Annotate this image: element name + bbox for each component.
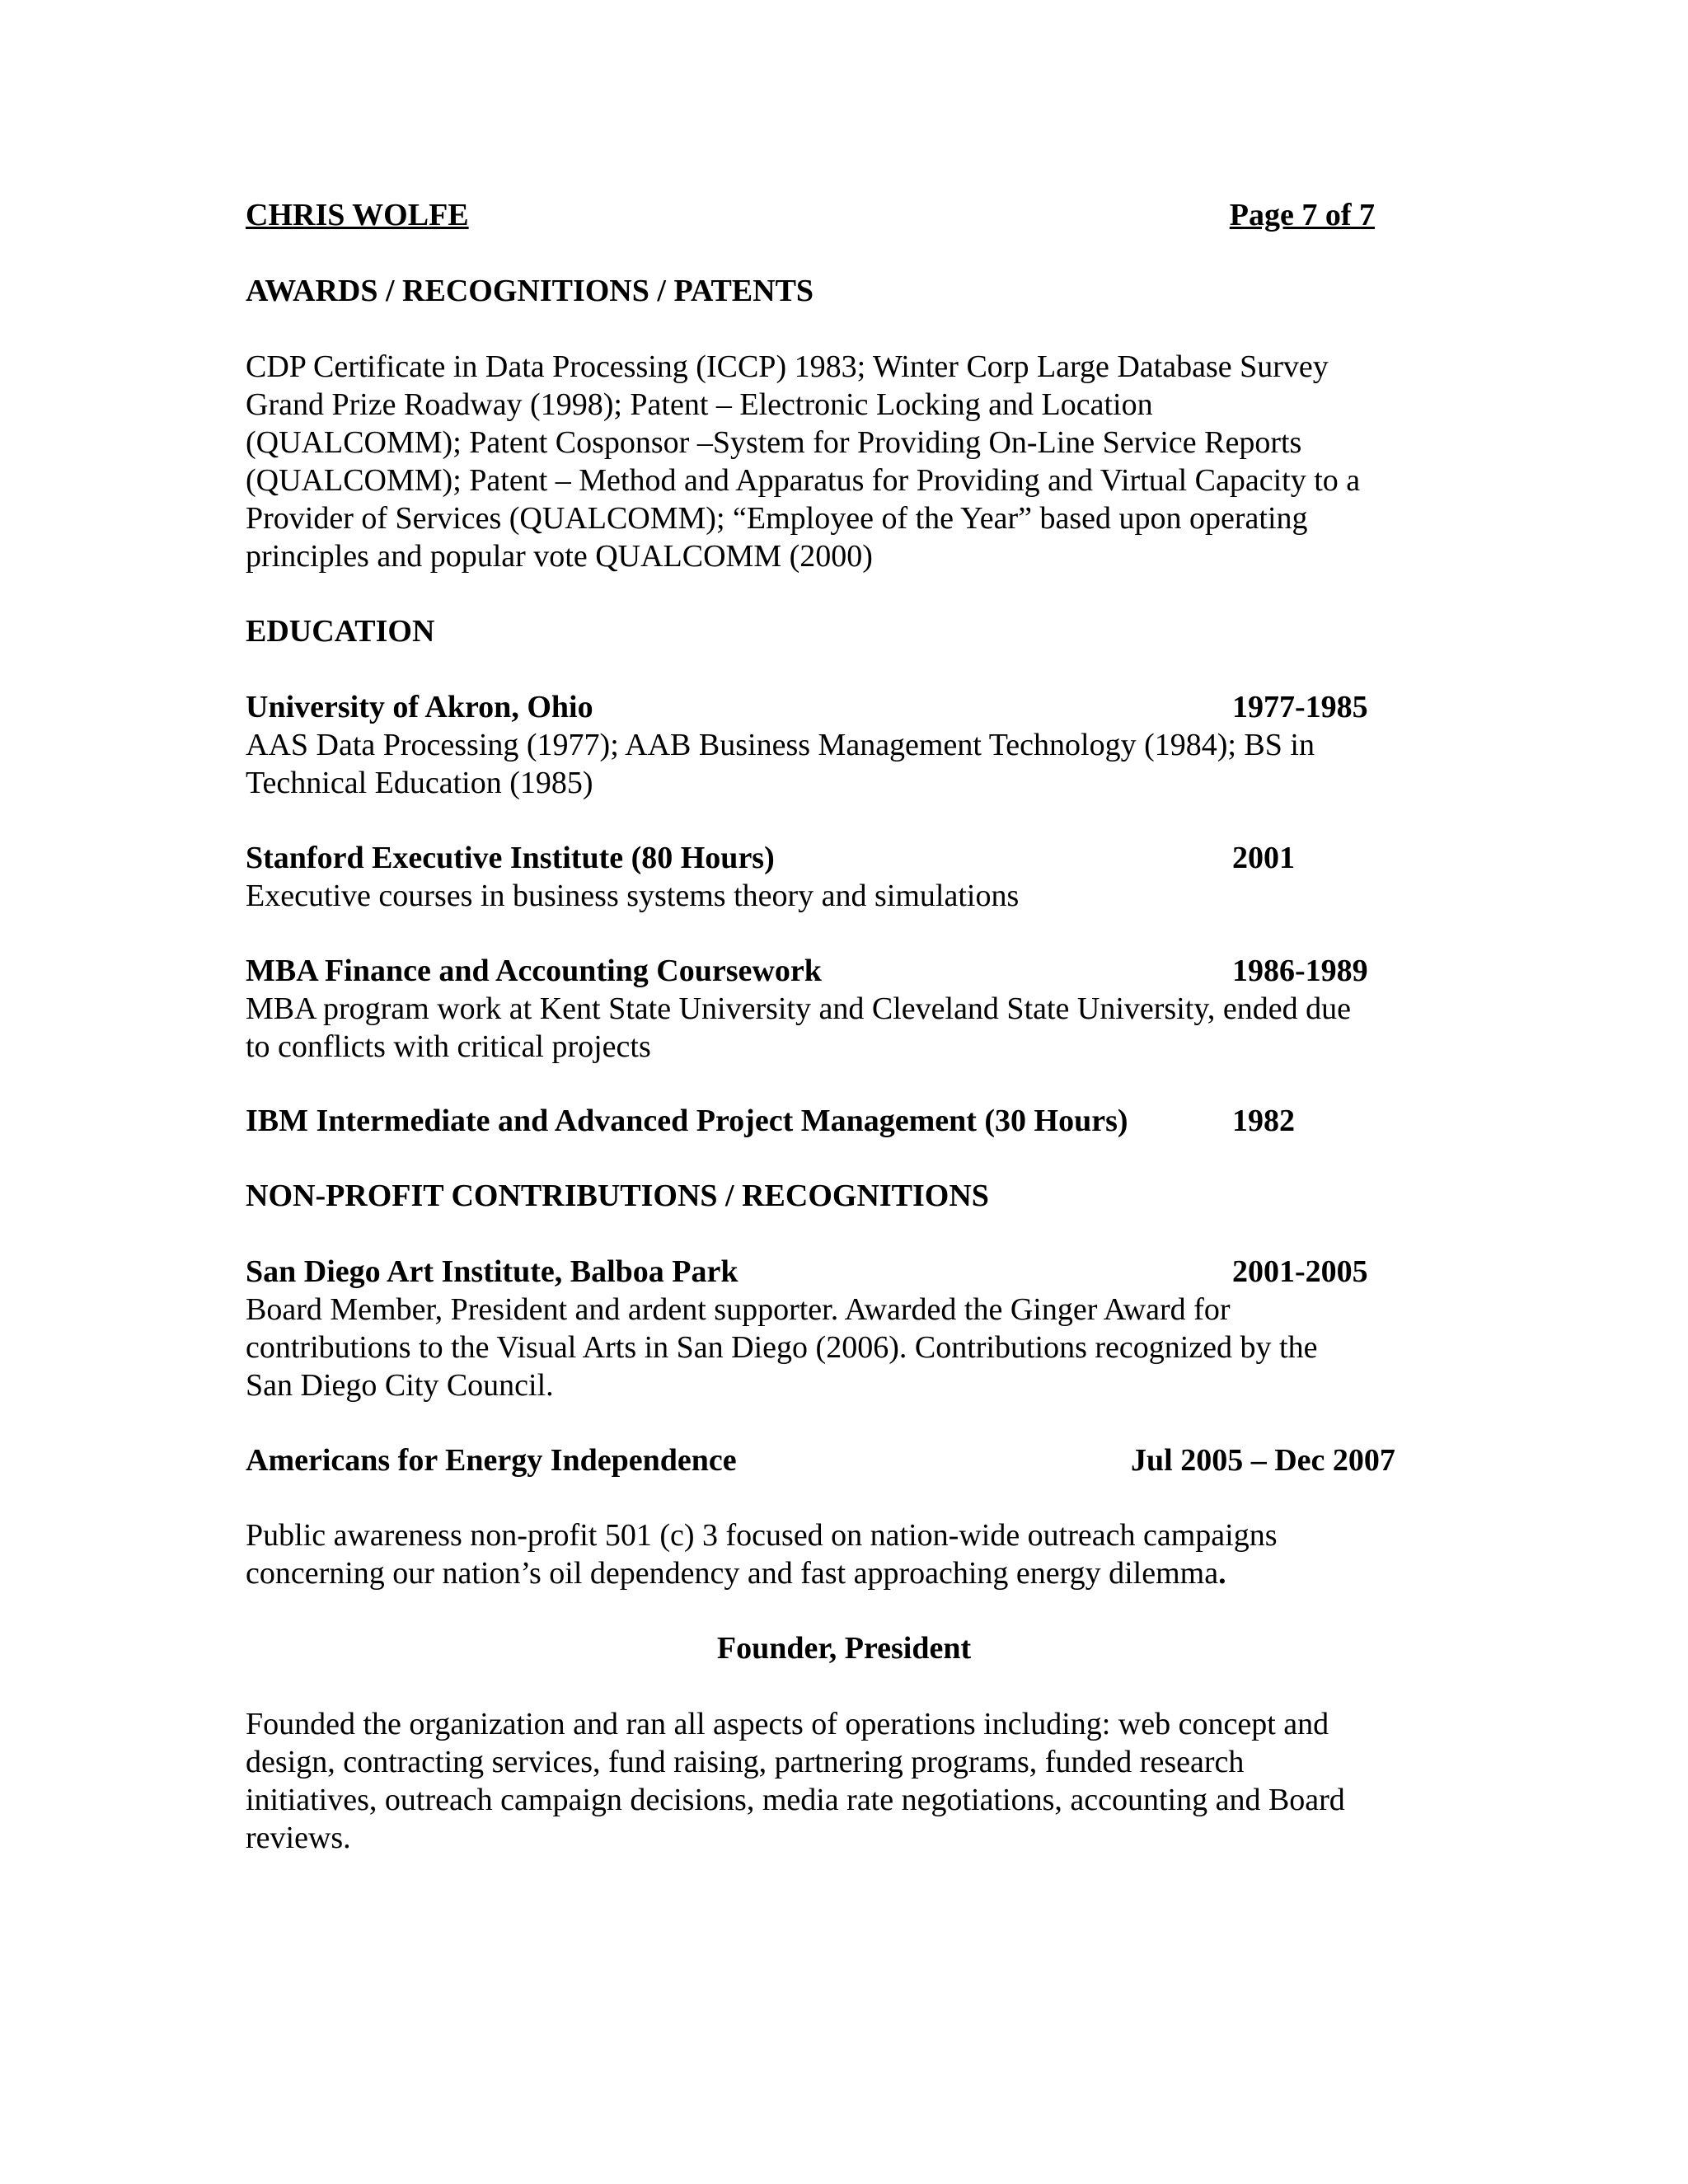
education-heading: EDUCATION [246,614,435,649]
nonprofit-line: San Diego City Council. [246,1368,554,1403]
page-header [246,196,1375,234]
awards-line: Provider of Services (QUALCOMM); “Employee of the Year” based upon operating [246,501,1308,536]
education-years: 1982 [1232,1104,1295,1138]
nonprofit-duty-line: reviews. [246,1821,351,1855]
education-years: 1986-1989 [1232,954,1368,988]
nonprofit-org-description [246,1516,1432,1592]
education-title: IBM Intermediate and Advanced Project Management (30 Hours) [246,1104,1128,1138]
nonprofit-duty-line: Founded the organization and ran all aspects of operations including: web concept and [246,1707,1329,1741]
nonprofit-line-text: concerning our nation’s oil dependency and fast approaching energy dilemma [246,1556,1219,1591]
education-description [246,877,1432,915]
education-title: Stanford Executive Institute (80 Hours) [246,841,775,875]
nonprofit-org-title: San Diego Art Institute, Balboa Park [246,1254,738,1289]
awards-line: Grand Prize Roadway (1998); Patent – Electronic Locking and Location [246,387,1153,422]
education-title: University of Akron, Ohio [246,690,593,724]
education-title: MBA Finance and Accounting Coursework [246,954,822,988]
nonprofit-org-years: 2001-2005 [1232,1254,1368,1289]
nonprofit-heading: NON-PROFIT CONTRIBUTIONS / RECOGNITIONS [246,1179,989,1213]
nonprofit-org-description [246,1291,1432,1404]
education-description [246,726,1432,802]
nonprofit-role: Founder, President [716,1631,972,1666]
nonprofit-duties [246,1705,1432,1857]
awards-line: (QUALCOMM); Patent – Method and Apparatus for Providing and Virtual Capacity to a [246,463,1361,498]
education-years: 2001 [1232,841,1295,875]
nonprofit-org-title: Americans for Energy Independence [246,1443,737,1478]
education-line: Technical Education (1985) [246,766,593,800]
education-line: AAS Data Processing (1977); AAB Business Management Technology (1984); BS in [246,728,1315,762]
education-years: 1977-1985 [1232,690,1368,724]
awards-heading: AWARDS / RECOGNITIONS / PATENTS [246,274,814,308]
nonprofit-line: Board Member, President and ardent supporter. Awarded the Ginger Award for [246,1292,1231,1327]
awards-line: CDP Certificate in Data Processing (ICCP) 1983; Winter Corp Large Database Survey [246,349,1329,384]
header-name: CHRIS WOLFE [246,198,469,232]
nonprofit-line-period: . [1218,1556,1226,1591]
awards-line: (QUALCOMM); Patent Cosponsor –System for Providing On-Line Service Reports [246,425,1302,460]
nonprofit-line [246,1554,1432,1592]
awards-line: principles and popular vote QUALCOMM (2000) [246,539,873,574]
header-page-number: Page 7 of 7 [1229,198,1375,232]
nonprofit-line: contributions to the Visual Arts in San Diego (2006). Contributions recognized by the [246,1330,1318,1365]
nonprofit-line: Public awareness non-profit 501 (c) 3 focused on nation-wide outreach campaigns [246,1518,1278,1553]
education-line: MBA program work at Kent State University and Cleveland State University, ended due [246,991,1351,1026]
awards-paragraph [246,348,1432,575]
nonprofit-duty-line: design, contracting services, fund raising, partnering programs, funded research [246,1745,1245,1779]
nonprofit-duty-line: initiatives, outreach campaign decisions, media rate negotiations, accounting and Board [246,1783,1345,1817]
education-line: Executive courses in business systems theory and simulations [246,879,1020,913]
education-line: to conflicts with critical projects [246,1029,651,1064]
education-description [246,990,1432,1066]
nonprofit-org-dates: Jul 2005 – Dec 2007 [1131,1443,1395,1478]
